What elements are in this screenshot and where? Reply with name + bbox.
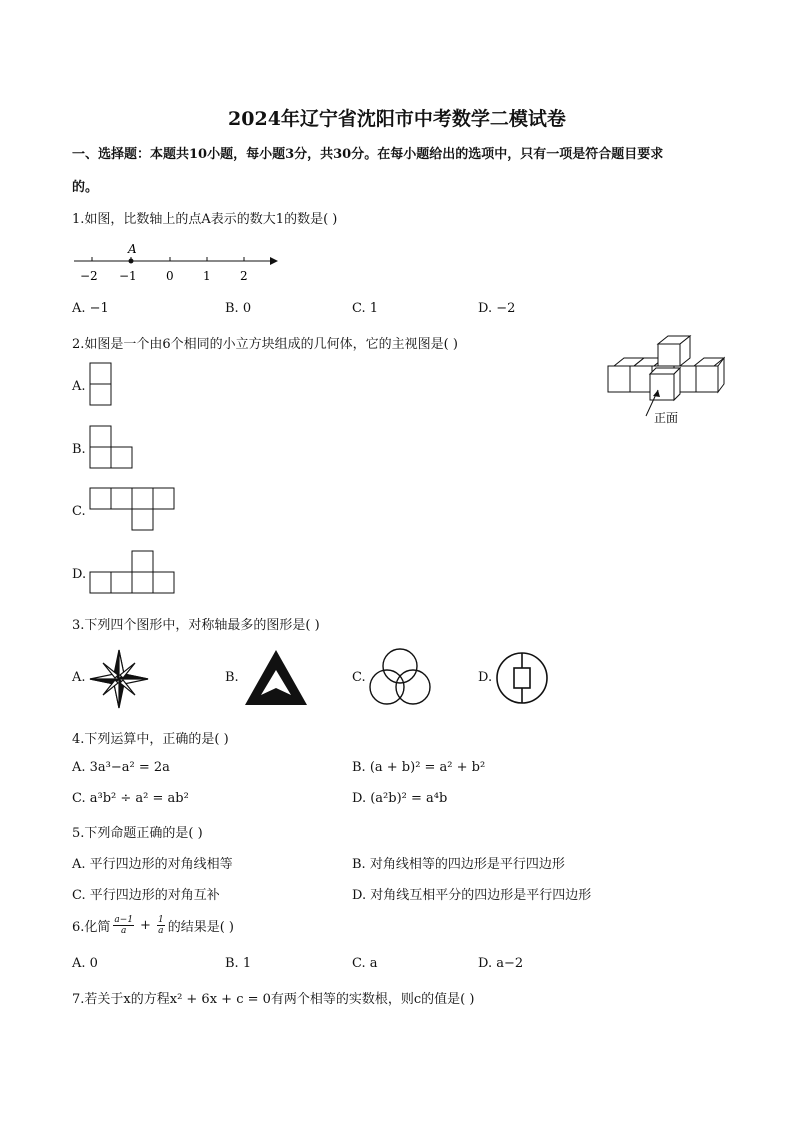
q6-suffix: 的结果是( ): [167, 920, 234, 935]
point-a: [129, 259, 134, 264]
number-line-arrow: [270, 257, 278, 265]
q6-frac2-num: 1: [157, 915, 164, 925]
q3-option-a: A.: [72, 670, 86, 685]
tick-label: −2: [80, 269, 98, 283]
tick-label: 0: [166, 269, 174, 283]
q6-frac1-den: a: [121, 926, 127, 936]
q2-option-d-figure: [88, 549, 180, 597]
q2-option-a-figure: [88, 361, 114, 409]
q6-plus: +: [140, 918, 151, 933]
q1-option-a: A. −1: [72, 301, 109, 316]
question-2: 2.如图是一个由6个相同的小立方块组成的几何体，它的主视图是( ): [72, 337, 458, 352]
cube-solid-figure: [600, 330, 725, 428]
q6-fraction-1: [113, 915, 134, 936]
q2-option-d: D.: [72, 567, 87, 582]
q3-option-d: D.: [478, 670, 493, 685]
q4-option-d: D. (a²b)² = a⁴b: [352, 791, 448, 806]
q1-option-d: D. −2: [478, 301, 516, 316]
tick-label: 2: [240, 269, 248, 283]
q3-option-b: B.: [225, 670, 239, 685]
front-label: 正面: [654, 411, 679, 425]
q6-option-b: B. 1: [225, 956, 252, 971]
q5-option-c: C. 平行四边形的对角互补: [72, 888, 220, 903]
q6-prefix: 6.化简: [72, 920, 111, 935]
q3-option-c: C.: [352, 670, 366, 685]
q6-option-d: D. a−2: [478, 956, 524, 971]
three-circles-icon: [367, 646, 433, 708]
question-3: 3.下列四个图形中，对称轴最多的图形是( ): [72, 618, 320, 633]
question-5: 5.下列命题正确的是( ): [72, 826, 203, 841]
q2-option-b: B.: [72, 442, 86, 457]
q2-option-c-figure: [88, 486, 180, 534]
q2-option-a: A.: [72, 379, 86, 394]
q4-option-b: B. (a + b)² = a² + b²: [352, 760, 486, 775]
section-instructions: 一、选择题：本题共10小题，每小题3分，共30分。在每小题给出的选项中，只有一项是符合题目要求: [72, 147, 664, 162]
page-title: 2024年辽宁省沈阳市中考数学二模试卷: [228, 108, 566, 130]
number-line-figure: [70, 238, 280, 288]
q5-option-d: D. 对角线互相平分的四边形是平行四边形: [352, 888, 592, 903]
q6-frac2-den: a: [158, 926, 164, 936]
q6-option-c: C. a: [352, 956, 378, 971]
q5-option-b: B. 对角线相等的四边形是平行四边形: [352, 857, 565, 872]
q4-option-c: C. a³b² ÷ a² = ab²: [72, 791, 189, 806]
q2-option-b-figure: [88, 424, 136, 472]
q6-option-a: A. 0: [72, 956, 98, 971]
q5-option-a: A. 平行四边形的对角线相等: [72, 857, 233, 872]
tick-label: −1: [119, 269, 137, 283]
circle-rectangle-icon: [494, 650, 552, 708]
q4-option-a: A. 3a³−a² = 2a: [72, 760, 170, 775]
question-6: [72, 915, 234, 936]
q2-option-c: C.: [72, 504, 86, 519]
question-4: 4.下列运算中，正确的是( ): [72, 732, 229, 747]
question-7: 7.若关于x的方程x² + 6x + c = 0有两个相等的实数根，则c的值是( ): [72, 992, 475, 1007]
section-instructions-cont: 的。: [72, 180, 99, 195]
q6-fraction-2: [157, 915, 165, 936]
question-1: 1.如图，比数轴上的点A表示的数大1的数是( ): [72, 212, 338, 227]
q1-option-b: B. 0: [225, 301, 252, 316]
triangle-figure-icon: [243, 648, 309, 708]
point-a-label: A: [128, 242, 137, 256]
tick-label: 1: [203, 269, 211, 283]
q1-option-c: C. 1: [352, 301, 379, 316]
q6-frac1-num: a−1: [114, 915, 134, 925]
compass-star-icon: [88, 648, 150, 710]
